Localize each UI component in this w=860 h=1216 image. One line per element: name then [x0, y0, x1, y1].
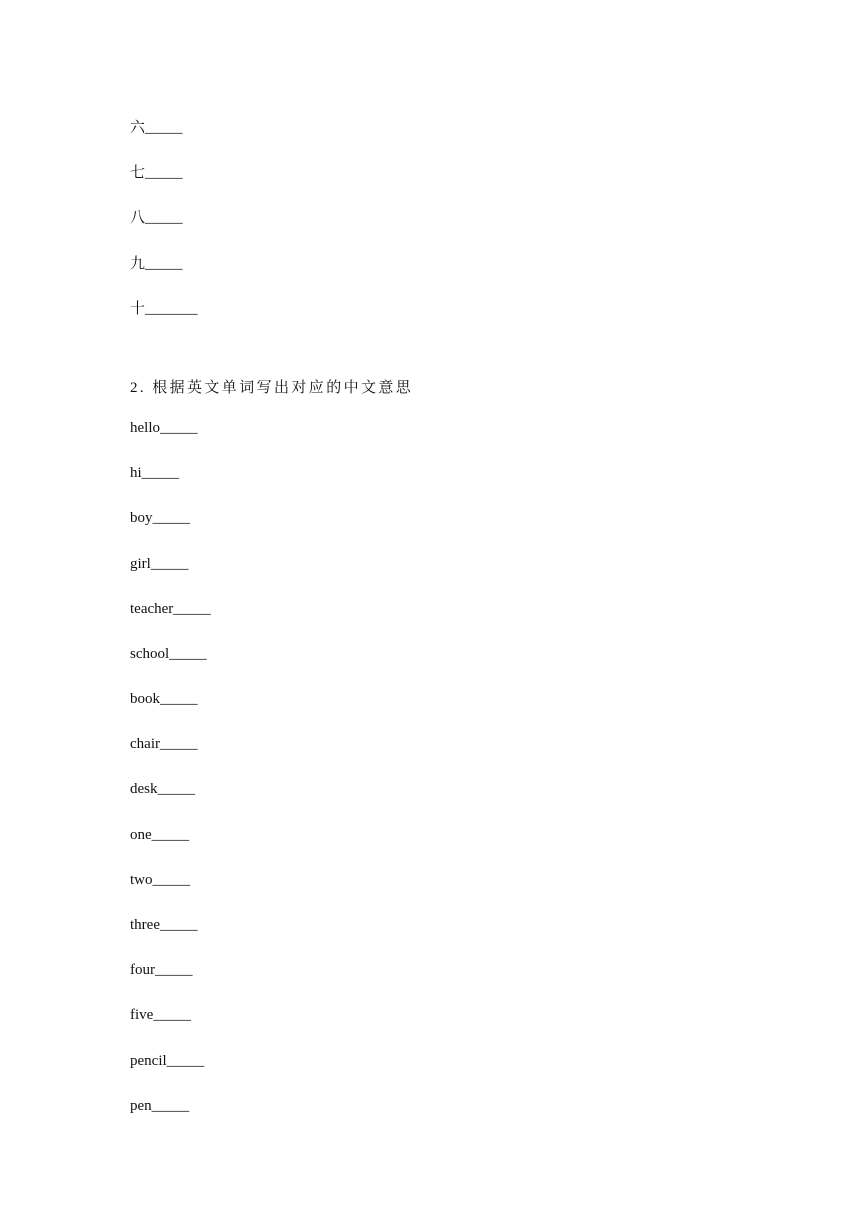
list-item: pen_____ — [130, 1097, 190, 1114]
list-item: book_____ — [130, 691, 198, 708]
list-item: school_____ — [130, 645, 207, 662]
list-item: 六_____ — [130, 120, 183, 136]
list-item: teacher_____ — [130, 600, 211, 617]
list-item: five_____ — [130, 1007, 191, 1024]
list-item: hello_____ — [130, 419, 198, 436]
list-item: pencil_____ — [130, 1052, 205, 1069]
list-item: girl_____ — [130, 555, 189, 572]
list-item: one_____ — [130, 826, 190, 843]
list-item: chair_____ — [130, 736, 198, 753]
list-item: 十_______ — [130, 300, 198, 317]
section-gap — [130, 340, 750, 374]
list-item: two_____ — [130, 871, 190, 888]
list-item: 八_____ — [130, 210, 183, 227]
list-item: 七_____ — [130, 165, 183, 182]
list-item: desk_____ — [130, 781, 195, 798]
worksheet-content — [130, 114, 750, 1137]
list-item: three_____ — [130, 917, 198, 933]
section-2-list — [130, 414, 750, 1137]
section-1-list — [130, 114, 750, 340]
list-item: hi_____ — [130, 465, 180, 482]
section-2-heading: 2. 根据英文单词写出对应的中文意思 — [130, 379, 414, 396]
list-item: four_____ — [130, 962, 193, 979]
list-item: boy_____ — [130, 510, 190, 527]
list-item: 九_____ — [130, 255, 183, 272]
